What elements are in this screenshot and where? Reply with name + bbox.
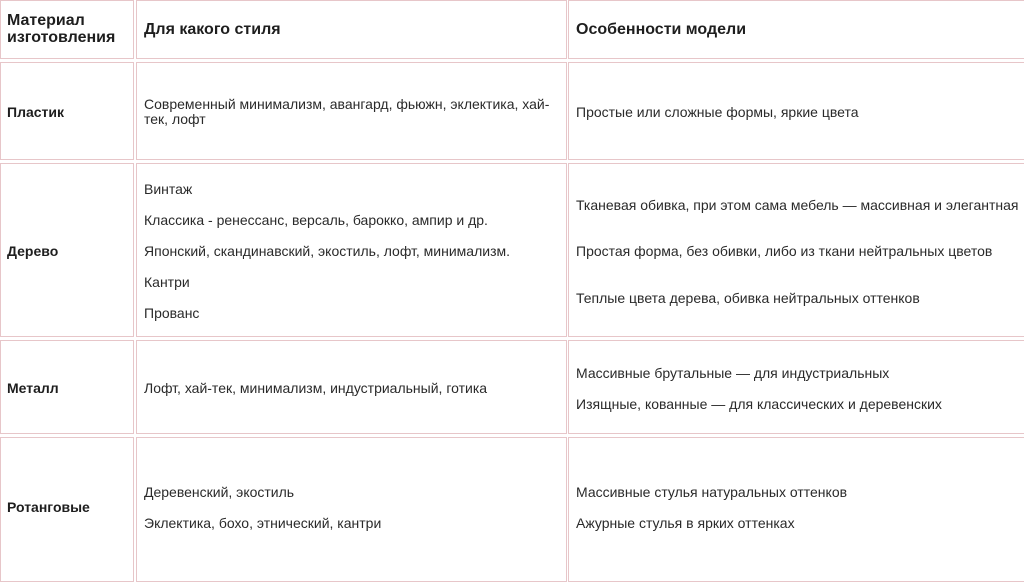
row-wood-styles	[136, 163, 567, 337]
feature-text: Массивные стулья натуральных оттенков	[576, 484, 848, 500]
feature-text: Тканевая обивка, при этом сама мебель — массивная и элегантная	[576, 197, 1019, 213]
feature-text: Теплые цвета дерева, обивка нейтральных оттенков	[576, 290, 920, 306]
row-metal-material	[0, 340, 134, 434]
style-text: Современный минимализм, авангард, фьюжн, эклектика, хай-тек, лофт	[144, 96, 550, 127]
feature-text: Изящные, кованные — для классических и деревенских	[576, 396, 942, 412]
header-material-label: Материал изготовления	[7, 12, 116, 46]
header-cell-style	[136, 0, 567, 59]
material-label: Дерево	[7, 243, 59, 259]
material-label: Пластик	[7, 104, 64, 120]
feature-text: Простая форма, без обивки, либо из ткани нейтральных цветов	[576, 243, 993, 259]
style-text: Деревенский, экостиль	[144, 484, 295, 500]
feature-text: Ажурные стулья в ярких оттенках	[576, 515, 795, 531]
row-plastic-material	[0, 62, 134, 160]
style-text: Винтаж	[144, 181, 193, 197]
feature-text: Простые или сложные формы, яркие цвета	[576, 104, 859, 120]
style-text: Японский, скандинавский, экостиль, лофт, минимализм.	[144, 243, 511, 259]
row-rattan-styles	[136, 437, 567, 582]
row-plastic-styles	[136, 62, 567, 160]
style-text: Прованс	[144, 305, 200, 321]
material-label: Ротанговые	[7, 499, 90, 515]
row-metal-features	[568, 340, 1024, 434]
header-cell-features	[568, 0, 1024, 59]
row-wood-features	[568, 163, 1024, 337]
header-style-label: Для какого стиля	[144, 21, 281, 38]
row-rattan-material	[0, 437, 134, 582]
row-plastic-features	[568, 62, 1024, 160]
style-text: Кантри	[144, 274, 190, 290]
material-label: Металл	[7, 380, 59, 396]
style-text: Эклектика, бохо, этнический, кантри	[144, 515, 382, 531]
row-rattan-features	[568, 437, 1024, 582]
style-text: Классика - ренессанс, версаль, барокко, ампир и др.	[144, 212, 488, 228]
feature-text: Массивные брутальные — для индустриальных	[576, 365, 890, 381]
header-features-label: Особенности модели	[576, 21, 747, 38]
row-metal-styles	[136, 340, 567, 434]
style-text: Лофт, хай-тек, минимализм, индустриальный, готика	[144, 380, 488, 396]
header-cell-material	[0, 0, 134, 59]
row-wood-material	[0, 163, 134, 337]
